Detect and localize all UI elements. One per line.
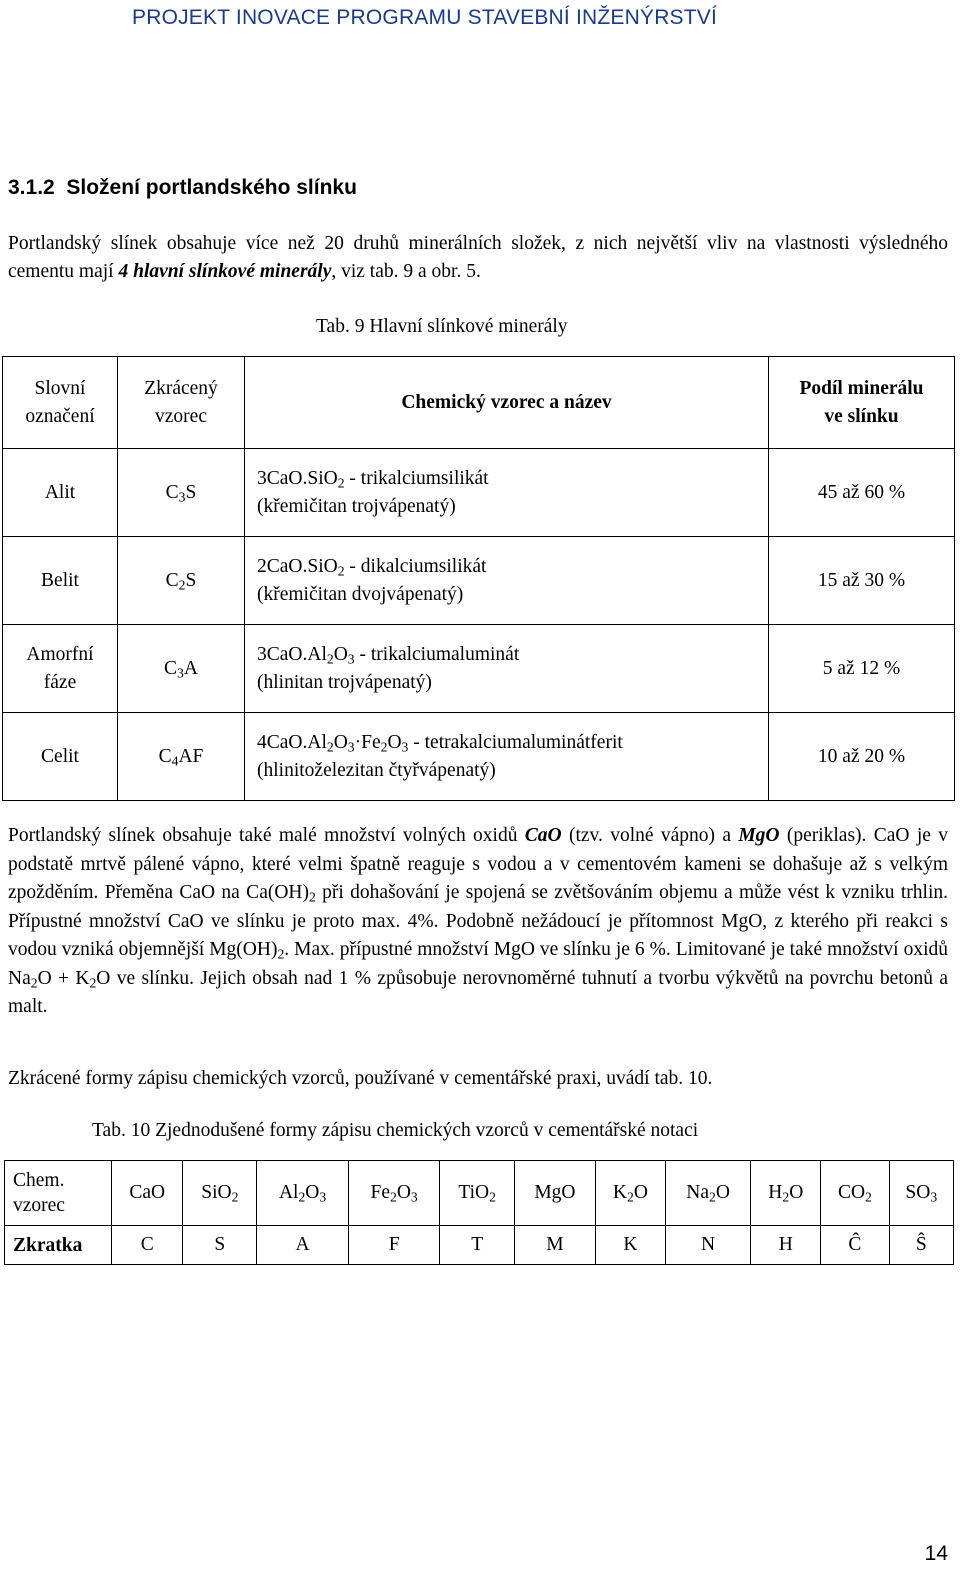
abbr-cell: M bbox=[514, 1226, 595, 1265]
intro-text: Portlandský slínek obsahuje více než 20 druhů minerálních složek, z nich největší vliv na vlastnosti výsledného cementu mají bbox=[8, 233, 948, 282]
formula-cell: $Al_2O_3$ bbox=[257, 1161, 349, 1226]
mineral-formula: 3CaO.SiO$_2$ - trikalciumsilikát (křemičitan trojvápenatý) bbox=[245, 449, 769, 537]
table10-caption: Tab. 10 Zjednodušené formy zápisu chemických vzorců v cementářské notaci bbox=[92, 1120, 699, 1141]
formula-cell: $Na_2O$ bbox=[665, 1161, 750, 1226]
mineral-share: 45 až 60 % bbox=[769, 449, 955, 537]
abbr-cell: A bbox=[257, 1226, 349, 1265]
mineral-formula: $3CaO.Al_2O_3$ - trikalciumaluminát (hlinitan trojvápenatý) bbox=[245, 625, 769, 713]
mineral-abbr: $C_3S$ bbox=[118, 449, 245, 537]
abbr-cell: S bbox=[183, 1226, 257, 1265]
mineral-formula: $4CaO.Al_2O_3\cdot Fe_2O_3$ - tetrakalciumaluminátferit (hlinitoželezitan čtyřvápenatý) bbox=[245, 713, 769, 801]
formula-cell: CaO bbox=[112, 1161, 183, 1226]
abbr-cell: T bbox=[440, 1226, 515, 1265]
table10 bbox=[4, 1160, 954, 1265]
table10-formula-row bbox=[5, 1161, 954, 1226]
abbr-cell: C bbox=[112, 1226, 183, 1265]
table10-row-label: Chem. vzorec bbox=[5, 1161, 112, 1226]
section-title: Složení portlandského slínku bbox=[66, 176, 357, 199]
mineral-name: Alit bbox=[3, 449, 118, 537]
table10-abbr-row bbox=[5, 1226, 954, 1265]
table9-header-abbr: Zkrácený vzorec bbox=[118, 357, 245, 449]
section-number: 3.1.2 bbox=[8, 176, 55, 199]
mineral-abbr: $C_3A$ bbox=[118, 625, 245, 713]
mineral-abbr: $C_2S$ bbox=[118, 537, 245, 625]
abbr-cell: N bbox=[665, 1226, 750, 1265]
table-row bbox=[3, 537, 955, 625]
mineral-name: Amorfní fáze bbox=[3, 625, 118, 713]
intro-paragraph bbox=[8, 230, 948, 286]
mineral-share: 5 až 12 % bbox=[769, 625, 955, 713]
table-row bbox=[3, 449, 955, 537]
formula-cell: MgO bbox=[514, 1161, 595, 1226]
abbr-cell: K bbox=[595, 1226, 665, 1265]
formula-cell: SiO$_2$ bbox=[183, 1161, 257, 1226]
table9-header-share: Podíl minerálu ve slínku bbox=[769, 357, 955, 449]
abbr-cell: Ŝ bbox=[889, 1226, 953, 1265]
formula-cell: $H_2O$ bbox=[751, 1161, 821, 1226]
section-heading bbox=[8, 176, 357, 200]
table9-caption: Tab. 9 Hlavní slínkové minerály bbox=[316, 316, 568, 337]
table9-header-name: Slovní označení bbox=[3, 357, 118, 449]
formula-cell: $K_2O$ bbox=[595, 1161, 665, 1226]
mineral-name: Celit bbox=[3, 713, 118, 801]
abbr-cell: H bbox=[751, 1226, 821, 1265]
mineral-share: 15 až 30 % bbox=[769, 537, 955, 625]
table10-row-label: Zkratka bbox=[5, 1226, 112, 1265]
abbr-cell: F bbox=[348, 1226, 440, 1265]
formula-cell: $Fe_2O_3$ bbox=[348, 1161, 440, 1226]
intro-emphasis: 4 hlavní slínkové minerály bbox=[118, 261, 332, 282]
formula-cell: $CO_2$ bbox=[821, 1161, 889, 1226]
table-row bbox=[3, 625, 955, 713]
mineral-name: Belit bbox=[3, 537, 118, 625]
formula-cell: TiO$_2$ bbox=[440, 1161, 515, 1226]
intro-text-end: , viz tab. 9 a obr. 5. bbox=[331, 261, 481, 282]
page-number: 14 bbox=[924, 1542, 948, 1565]
header-title: PROJEKT INOVACE PROGRAMU STAVEBNÍ INŽENÝRSTVÍ bbox=[132, 6, 718, 29]
abbr-cell: Ĉ bbox=[821, 1226, 889, 1265]
formula-cell: $SO_3$ bbox=[889, 1161, 953, 1226]
table-row bbox=[3, 713, 955, 801]
table9 bbox=[2, 356, 955, 801]
table9-header-row bbox=[3, 357, 955, 449]
notation-paragraph: Zkrácené formy zápisu chemických vzorců, používané v cementářské praxi, uvádí tab. 10. bbox=[8, 1068, 713, 1089]
table9-header-formula: Chemický vzorec a název bbox=[245, 357, 769, 449]
mineral-abbr: $C_4AF$ bbox=[118, 713, 245, 801]
mineral-formula: 2CaO.SiO$_2$ - dikalciumsilikát (křemičitan dvojvápenatý) bbox=[245, 537, 769, 625]
mineral-share: 10 až 20 % bbox=[769, 713, 955, 801]
oxides-paragraph: Portlandský slínek obsahuje také malé množství volných oxidů CaO (tzv. volné vápno) a MgO (periklas). CaO je v podstatě mrtvě pálené vápno, které velmi špatně reaguje s vodou a v cementovém kameni se dohašuje až s velkým zpožděním. Přeměna CaO na $Ca(OH)_2$ při dohašování je spojená se zvětšováním objemu a může vést k vzniku trhlin. Přípustné množství CaO ve slínku je proto max. 4%. Podobně nežádoucí je přítomnost MgO, z kterého při reakci s vodou vzniká objemnější $Mg(OH)_2$. Max. přípustné množství MgO ve slínku je 6 %. Limitované je také množství oxidů $Na_2O + K_2O$ ve slínku. Jejich obsah nad 1 % způsobuje nerovnoměrné tuhnutí a tvorbu výkvětů na povrchu betonů a malt. bbox=[8, 825, 948, 1017]
